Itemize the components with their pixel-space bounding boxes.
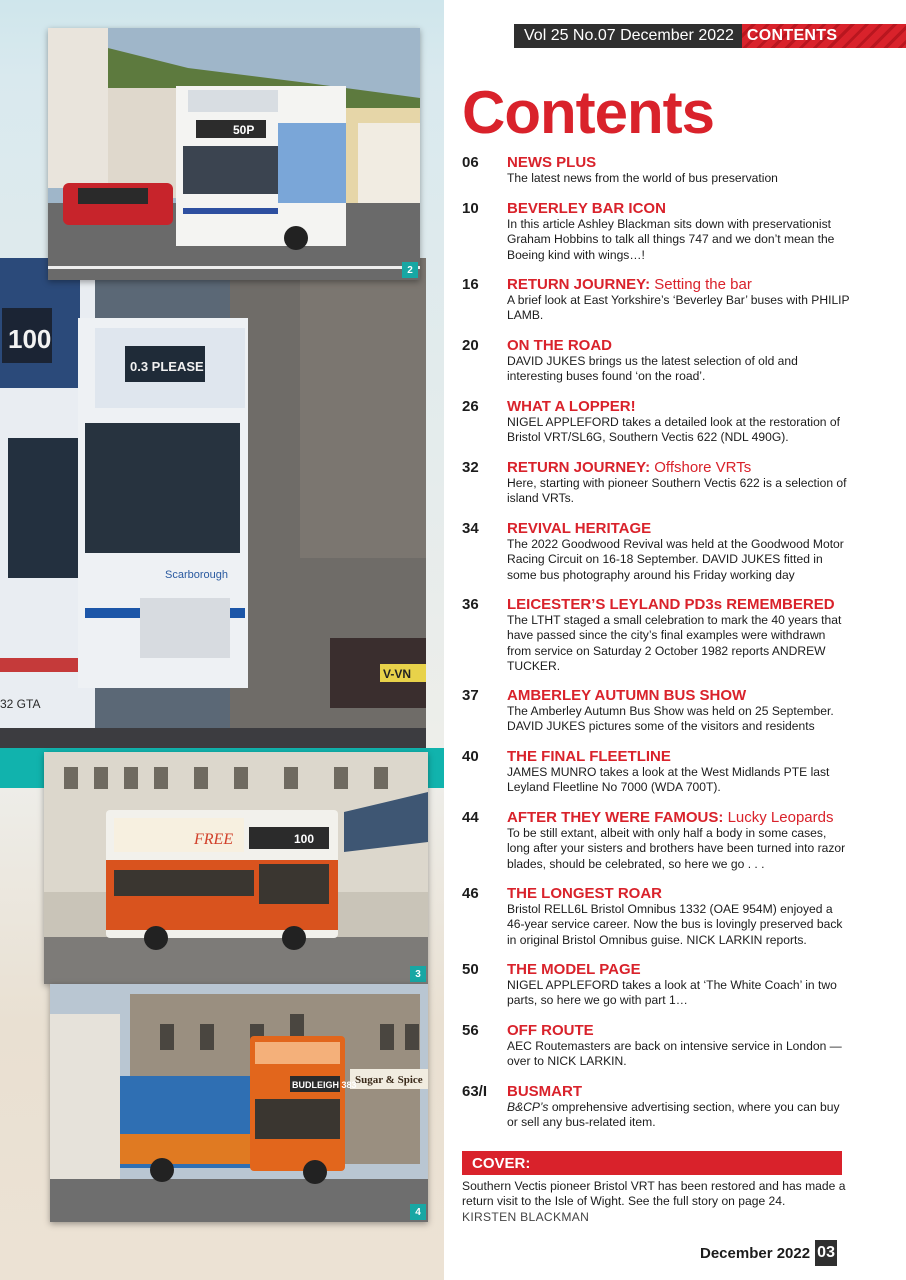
entry-heading: NEWS PLUS [507, 154, 597, 171]
entry-description-rest: omprehensive advertising section, where you can buy or sell any bus-related item. [507, 1100, 840, 1130]
entry-subheading: Setting the bar [654, 276, 752, 293]
entry-heading: THE MODEL PAGE [507, 961, 641, 978]
cover-caption [462, 1179, 847, 1225]
entry-heading: OFF ROUTE [507, 1022, 594, 1039]
closeup-dest-sign: 0.3 PLEASE [130, 359, 204, 374]
entry-description: To be still extant, albeit with only half a body in some cases, long after your sisters and brothers have been turned into razor blades, should be celebrated, so here we go . . . [507, 826, 846, 871]
page-number: 16 [462, 276, 479, 293]
entry-description: The 2022 Goodwood Revival was held at the Goodwood Motor Racing Circuit on 16-18 September. DAVID JUKES fitted in some bus photography around his Friday working day [507, 537, 844, 582]
entry-subheading: Lucky Leopards [727, 809, 834, 826]
entry-description: The Amberley Autumn Bus Show was held on 25 September. DAVID JUKES pictures some of the visitors and residents [507, 704, 834, 734]
page-number: 44 [462, 809, 479, 826]
photo-column [0, 0, 444, 1280]
page-number: 06 [462, 154, 479, 171]
photo-bristol-vrt-closeup [0, 258, 426, 748]
orange-white-ad: FREE [194, 831, 234, 848]
entry-heading: AMBERLEY AUTUMN BUS SHOW [507, 687, 747, 704]
blue-orange-illustration [50, 984, 428, 1222]
cover-photo-credit: KIRSTEN BLACKMAN [462, 1209, 590, 1224]
entry-heading: WHAT A LOPPER! [507, 398, 636, 415]
entry-description-italic: B&CP’s [507, 1100, 549, 1114]
photo-orange-white-bus [44, 752, 428, 984]
page-number: 20 [462, 337, 479, 354]
blue-orange-shop-sign: Sugar & Spice [355, 1074, 423, 1086]
section-label: CONTENTS [742, 24, 906, 48]
entry-description [507, 1100, 852, 1131]
page-number: 37 [462, 687, 479, 704]
page-footer [700, 1240, 837, 1266]
entry-description: In this article Ashley Blackman sits down with preservationist Graham Hobbins to talk all things 747 and we don’t mean the Boeing kind with wings…! [507, 217, 835, 262]
entry-description: The latest news from the world of bus preservation [507, 171, 778, 185]
entry-description: Bristol RELL6L Bristol Omnibus 1332 (OAE 954M) enjoyed a 46-year service career. Now the bus is lovingly preserved back in original Bristol Omnibus guise. NICK LARKIN reports. [507, 902, 843, 947]
page-number: 50 [462, 961, 479, 978]
entry-subheading: Offshore VRTs [654, 459, 752, 476]
page-number: 10 [462, 200, 479, 217]
page-number: 32 [462, 459, 479, 476]
page-number: 36 [462, 596, 479, 613]
page-title: Contents [462, 79, 714, 146]
cover-label: COVER: [472, 1154, 531, 1172]
entry-description: A brief look at East Yorkshire’s ‘Beverley Bar’ buses with PHILIP LAMB. [507, 293, 850, 323]
page-number: 63/I [462, 1083, 488, 1100]
entry-description: DAVID JUKES brings us the latest selection of old and interesting buses found ‘on the road’. [507, 354, 798, 384]
page-number: 46 [462, 885, 479, 902]
entry-heading: AFTER THEY WERE FAMOUS: [507, 809, 724, 826]
photo-blue-orange-bus [50, 984, 428, 1222]
entry-heading: ON THE ROAD [507, 337, 612, 354]
photo-number-badge: 4 [410, 1204, 426, 1220]
issue-info: Vol 25 No.07 December 2022 [514, 24, 742, 48]
entry-description: The LTHT staged a small celebration to mark the 40 years that have passed since the city’s final examples were withdrawn from service on Saturday 2 October 1982 reports ANDREW TUCKER. [507, 613, 842, 673]
entry-heading: BUSMART [507, 1083, 582, 1100]
closeup-left-plate: 32 GTA [0, 697, 41, 711]
orange-white-illustration [44, 752, 428, 984]
page-number: 34 [462, 520, 479, 537]
blue-orange-dest: BUDLEIGH 383 [292, 1080, 357, 1090]
entry-description: NIGEL APPLEFORD takes a detailed look at the restoration of Bristol VRT/SL6G, Southern Vectis 622 (NDL 490G). [507, 415, 840, 445]
issue-header-bar [514, 24, 906, 48]
footer-date: December 2022 [700, 1244, 811, 1262]
closeup-car-plate: V-VN [383, 667, 412, 681]
open-top-dest: 50P [233, 123, 255, 137]
entry-description: Here, starting with pioneer Southern Vectis 622 is a selection of island VRTs. [507, 476, 847, 506]
closeup-fleet-name: Scarborough [165, 569, 228, 581]
open-top-illustration [48, 28, 420, 280]
orange-white-route: 100 [294, 832, 315, 846]
page-number: 26 [462, 398, 479, 415]
page-number: 56 [462, 1022, 479, 1039]
entry-heading: BEVERLEY BAR ICON [507, 200, 666, 217]
footer-page-number: 03 [815, 1240, 837, 1266]
entry-description: AEC Routemasters are back on intensive service in London — over to NICK LARKIN. [507, 1039, 842, 1069]
photo-number-badge: 3 [410, 966, 426, 982]
entry-description: NIGEL APPLEFORD takes a look at ‘The White Coach’ in two parts, so here we go with part 1… [507, 978, 837, 1008]
photo-number-badge: 2 [402, 262, 418, 278]
entry-heading: RETURN JOURNEY: [507, 459, 651, 476]
entry-heading: THE LONGEST ROAR [507, 885, 663, 902]
photo-open-top-bus [48, 28, 420, 280]
entry-heading: REVIVAL HERITAGE [507, 520, 652, 537]
cover-label-bar [462, 1151, 842, 1175]
entry-heading: LEICESTER’S LEYLAND PD3s REMEMBERED [507, 596, 835, 613]
entry-heading: RETURN JOURNEY: [507, 276, 651, 293]
page-number: 40 [462, 748, 479, 765]
closeup-left-route: 100 [8, 324, 52, 354]
entry-heading: THE FINAL FLEETLINE [507, 748, 671, 765]
cover-description: Southern Vectis pioneer Bristol VRT has been restored and has made a return visit to the Isle of Wight. See the full story on page 24. [462, 1179, 846, 1209]
closeup-illustration [0, 258, 426, 748]
entry-description: JAMES MUNRO takes a look at the West Midlands PTE last Leyland Fleetline No 7000 (WDA 700T). [507, 765, 830, 795]
